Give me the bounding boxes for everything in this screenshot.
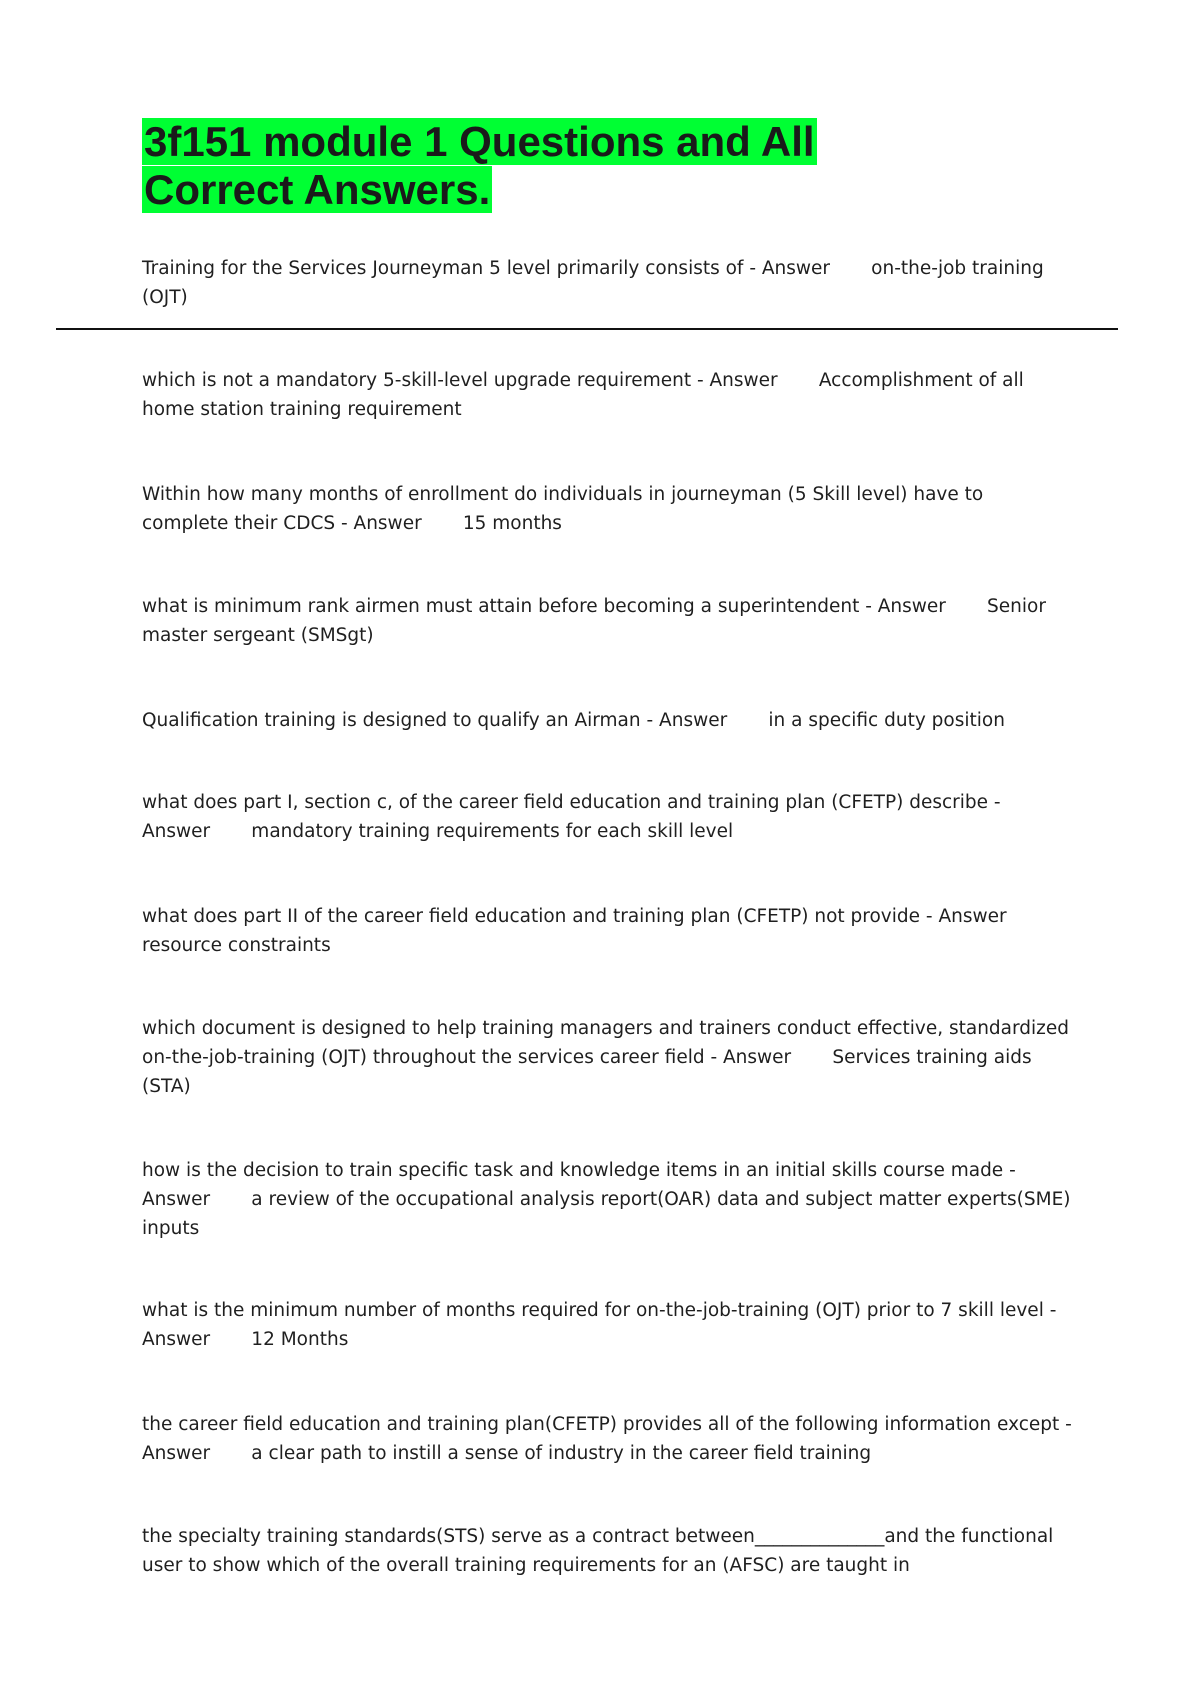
qa-item-4: what is minimum rank airmen must attain before becoming a superintendent - Answer Senior master sergeant (SMSgt) bbox=[142, 596, 1052, 646]
qa-item-2: which is not a mandatory 5-skill-level upgrade requirement - Answer Accomplishment of all home station training requirement bbox=[142, 370, 1030, 420]
qa-item-12: the specialty training standards(STS) serve as a contract between______________and the functional user to show which of the overall training requirements for an (AFSC) are taught in bbox=[142, 1526, 1060, 1576]
horizontal-divider bbox=[56, 328, 1118, 330]
qa-item-9: how is the decision to train specific task and knowledge items in an initial skills course made - Answer a review of the occupational analysis report(OAR) data and subject matter experts(SME) inputs bbox=[142, 1160, 1077, 1239]
document-title bbox=[142, 118, 942, 214]
title-line-2: Correct Answers. bbox=[144, 166, 491, 213]
qa-item-6: what does part I, section c, of the career field education and training plan (CFETP) describe - Answer mandatory training requirements for each skill level bbox=[142, 792, 1007, 842]
qa-item-1: Training for the Services Journeyman 5 level primarily consists of - Answer on-the-job training (OJT) bbox=[142, 258, 1050, 308]
qa-item-11: the career field education and training plan(CFETP) provides all of the following information except - Answer a clear path to instill a sense of industry in the career field training bbox=[142, 1414, 1078, 1464]
qa-item-10: what is the minimum number of months required for on-the-job-training (OJT) prior to 7 skill level - Answer 12 Months bbox=[142, 1300, 1063, 1350]
qa-item-3: Within how many months of enrollment do individuals in journeyman (5 Skill level) have to complete their CDCS - Answer 15 months bbox=[142, 484, 990, 534]
qa-item-7: what does part II of the career field education and training plan (CFETP) not provide - Answer resource constraints bbox=[142, 906, 1048, 956]
qa-item-8: which document is designed to help training managers and trainers conduct effective, standardized on-the-job-training (OJT) throughout the services career field - Answer Services training aids (STA) bbox=[142, 1018, 1075, 1097]
title-line-1: 3f151 module 1 Questions and All bbox=[144, 118, 815, 165]
qa-item-5: Qualification training is designed to qualify an Airman - Answer in a specific duty position bbox=[142, 710, 1005, 731]
